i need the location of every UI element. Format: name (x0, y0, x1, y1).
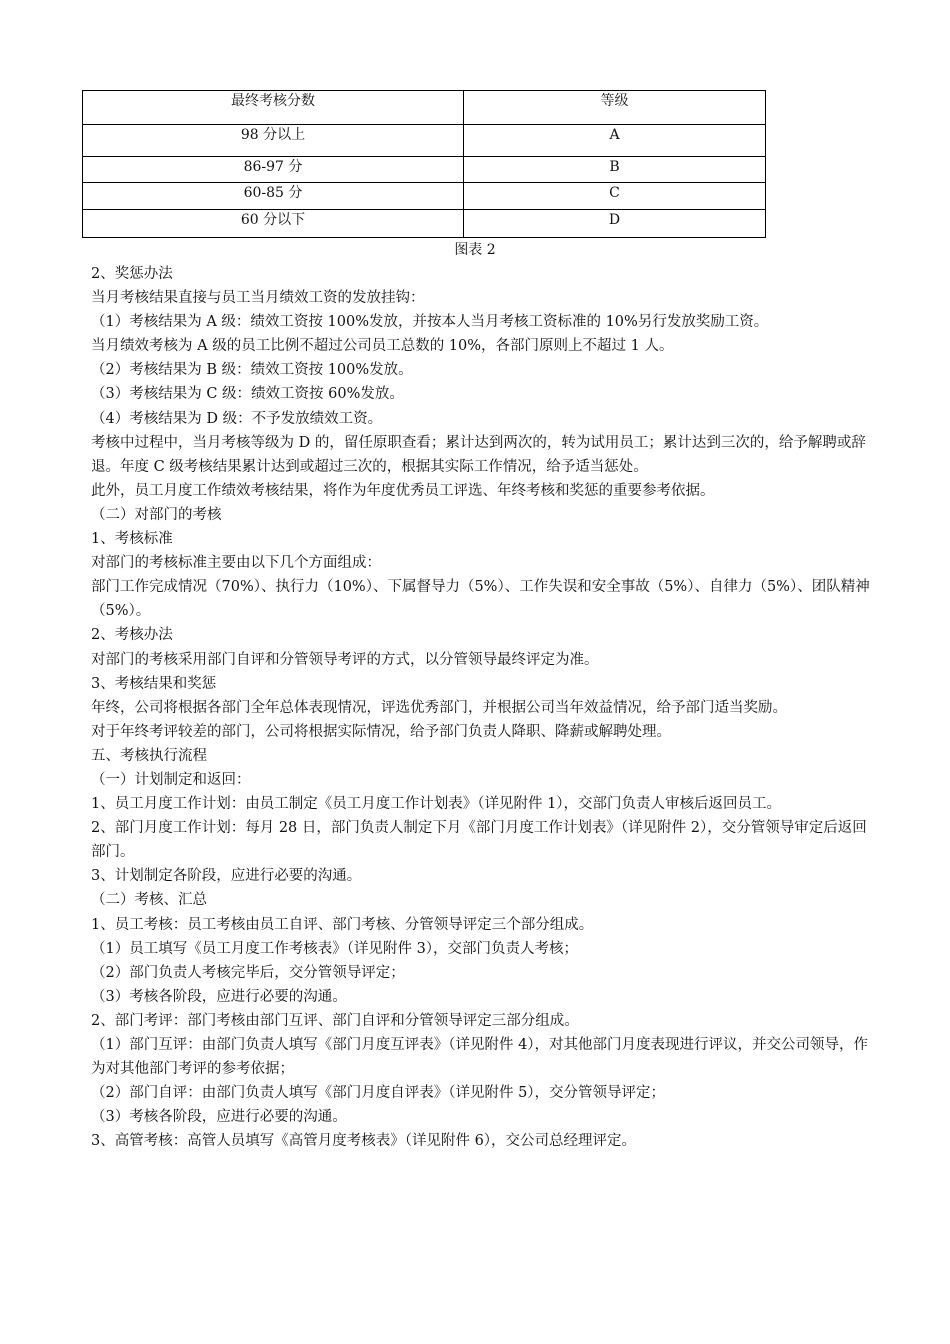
grade-cell: A (464, 125, 766, 157)
paragraph: 五、考核执行流程 (91, 747, 207, 764)
paragraph: （4）考核结果为 D 级：不予发放绩效工资。 (91, 410, 383, 427)
paragraph: 当月绩效考核为 A 级的员工比例不超过公司员工总数的 10%，各部门原则上不超过 1 人。 (91, 338, 674, 355)
score-cell: 86-97 分 (83, 157, 464, 183)
paragraph: （2）部门负责人考核完毕后，交分管领导评定； (91, 964, 405, 981)
table-row (83, 125, 766, 157)
paragraph: 此外，员工月度工作绩效考核结果，将作为年度优秀员工评选、年终考核和奖惩的重要参考依据。 (91, 482, 715, 499)
paragraph: 1、员工月度工作计划：由员工制定《员工月度工作计划表》（详见附件 1），交部门负责人审核后返回员工。 (91, 796, 782, 813)
header-grade: 等级 (464, 91, 766, 125)
paragraph: 3、计划制定各阶段，应进行必要的沟通。 (91, 868, 362, 885)
score-cell: 60 分以下 (83, 210, 464, 238)
grade-cell: B (464, 157, 766, 183)
score-cell: 60-85 分 (83, 183, 464, 210)
paragraph: （1）考核结果为 A 级：绩效工资按 100%发放，并按本人当月考核工资标准的 10%另行发放奖励工资。 (91, 314, 769, 331)
paragraph: 2、奖惩办法 (91, 266, 173, 282)
paragraph: （2）部门自评：由部门负责人填写《部门月度自评表》（详见附件 5），交分管领导评定； (91, 1085, 666, 1102)
paragraph: （3）考核各阶段，应进行必要的沟通。 (91, 1109, 347, 1126)
paragraph: 对于年终考评较差的部门，公司将根据实际情况，给予部门负责人降职、降薪或解聘处理。 (91, 723, 671, 740)
paragraph: （3）考核各阶段，应进行必要的沟通。 (91, 988, 347, 1005)
header-score: 最终考核分数 (83, 91, 464, 125)
paragraph: （1）部门互评：由部门负责人填写《部门月度互评表》（详见附件 4），对其他部门月度表现进行评议，并交公司领导，作为对其他部门考评的参考依据； (91, 1037, 869, 1078)
paragraph: 1、考核标准 (91, 531, 173, 548)
grade-cell: D (464, 210, 766, 238)
table-row (83, 157, 766, 183)
grade-cell: C (464, 183, 766, 210)
table-caption: 图表 2 (454, 242, 496, 258)
table-row (83, 210, 766, 238)
table-header-row (83, 91, 766, 125)
paragraph: 2、考核办法 (91, 627, 173, 644)
paragraph: 当月考核结果直接与员工当月绩效工资的发放挂钩： (91, 290, 425, 307)
paragraph: （1）员工填写《员工月度工作考核表》（详见附件 3），交部门负责人考核； (91, 940, 579, 957)
paragraph: 1、员工考核：员工考核由员工自评、部门考核、分管领导评定三个部分组成。 (91, 916, 594, 933)
paragraph: （二）考核、汇总 (91, 892, 207, 909)
table-row (83, 183, 766, 210)
paragraph: 2、部门考评：部门考核由部门互评、部门自评和分管领导评定三部分组成。 (91, 1012, 579, 1029)
paragraph: 年终，公司将根据各部门全年总体表现情况，评选优秀部门，并根据公司当年效益情况，给予部门适当奖励。 (91, 699, 787, 716)
paragraph: （2）考核结果为 B 级：绩效工资按 100%发放。 (91, 362, 413, 379)
score-cell: 98 分以上 (83, 125, 464, 157)
document-body (91, 262, 871, 1153)
paragraph: 3、高管考核：高管人员填写《高管月度考核表》（详见附件 6），交公司总经理评定。 (91, 1133, 637, 1150)
paragraph: （二）对部门的考核 (91, 506, 222, 523)
paragraph: 对部门的考核标准主要由以下几个方面组成： (91, 555, 381, 572)
paragraph: （3）考核结果为 C 级：绩效工资按 60%发放。 (91, 386, 404, 403)
paragraph: 2、部门月度工作计划：每月 28 日，部门负责人制定下月《部门月度工作计划表》（详见附件 2），交分管领导审定后返回部门。 (91, 820, 867, 861)
paragraph: 3、考核结果和奖惩 (91, 675, 217, 692)
paragraph: （一）计划制定和返回： (91, 771, 251, 788)
paragraph: 对部门的考核采用部门自评和分管领导考评的方式，以分管领导最终评定为准。 (91, 651, 599, 668)
paragraph: 考核中过程中，当月考核等级为 D 的，留任原职查看；累计达到两次的，转为试用员工；累计达到三次的，给予解聘或辞退。年度 C 级考核结果累计达到或超过三次的，根据其实际工作情况，给予适当惩处。 (91, 434, 866, 475)
paragraph: 部门工作完成情况（70%）、执行力（10%）、下属督导力（5%）、工作失误和安全事故（5%）、自律力（5%）、团队精神（5%）。 (91, 579, 870, 620)
grade-table (82, 90, 766, 238)
